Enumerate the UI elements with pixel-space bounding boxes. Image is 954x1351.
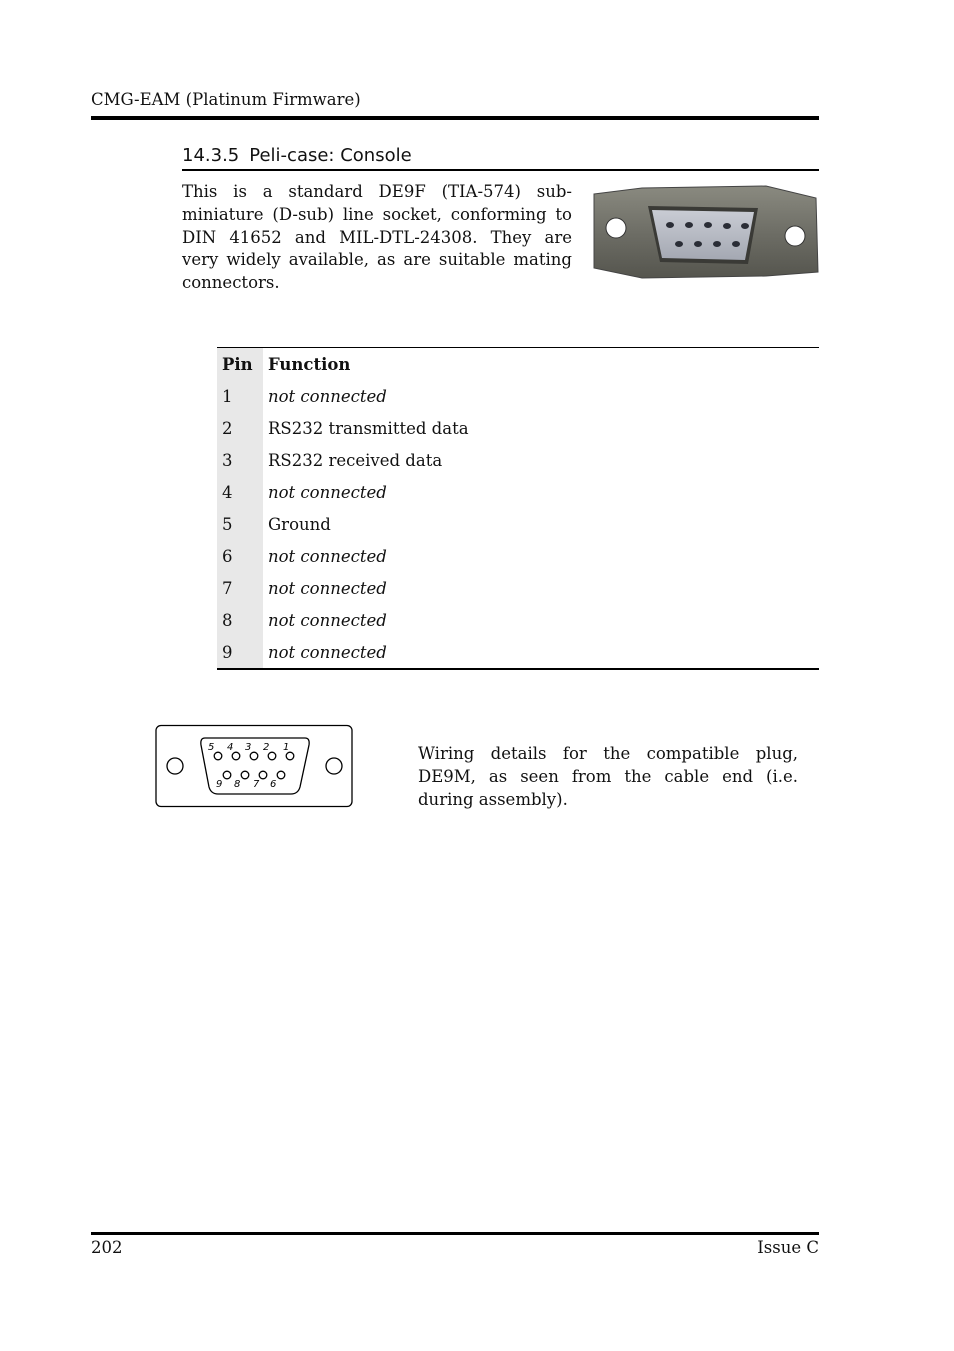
header-rule xyxy=(91,116,819,120)
pin-number: 4 xyxy=(217,476,263,508)
table-row xyxy=(217,572,819,604)
footer-rule xyxy=(91,1232,819,1235)
table-row xyxy=(217,380,819,412)
table-row xyxy=(217,476,819,508)
pin-number: 3 xyxy=(217,444,263,476)
table-row xyxy=(217,636,819,669)
pin-number: 8 xyxy=(217,604,263,636)
pin-label-9: 9 xyxy=(216,779,223,790)
table-header-row xyxy=(217,348,819,381)
document-title: CMG-EAM (Platinum Firmware) xyxy=(91,90,361,109)
issue-label: Issue C xyxy=(757,1238,819,1257)
pin-label-4: 4 xyxy=(227,742,234,753)
pin-label-3: 3 xyxy=(245,742,252,753)
pin-function: Ground xyxy=(268,514,331,534)
pin-label-2: 2 xyxy=(263,742,270,753)
pin-function: not connected xyxy=(268,642,387,662)
pin-column-header: Pin xyxy=(217,348,263,381)
heading-rule xyxy=(182,169,819,171)
pin-number: 9 xyxy=(217,636,263,669)
section-title: Peli-case: Console xyxy=(249,145,412,166)
table-row xyxy=(217,508,819,540)
pin-number: 7 xyxy=(217,572,263,604)
pin-label-1: 1 xyxy=(283,742,290,753)
pin-function: not connected xyxy=(268,482,387,502)
page-number: 202 xyxy=(91,1238,123,1257)
pin-function: not connected xyxy=(268,578,387,598)
pin-label-8: 8 xyxy=(234,779,241,790)
table-row xyxy=(217,540,819,572)
pin-function: not connected xyxy=(268,610,387,630)
pin-function: RS232 transmitted data xyxy=(268,418,469,438)
table-row xyxy=(217,412,819,444)
de9f-socket-photo xyxy=(590,180,820,280)
pin-label-6: 6 xyxy=(270,779,277,790)
pin-function: not connected xyxy=(268,386,387,406)
table-row xyxy=(217,444,819,476)
pin-function-table xyxy=(217,347,819,670)
section-heading xyxy=(182,145,412,166)
table-row xyxy=(217,604,819,636)
pin-number: 6 xyxy=(217,540,263,572)
pin-label-7: 7 xyxy=(253,779,260,790)
pin-function: not connected xyxy=(268,546,387,566)
pin-number: 2 xyxy=(217,412,263,444)
pin-number: 5 xyxy=(217,508,263,540)
pin-label-5: 5 xyxy=(208,742,215,753)
pin-number: 1 xyxy=(217,380,263,412)
intro-paragraph: This is a standard DE9F (TIA-574) sub-miniature (D-sub) line socket, conforming to DIN 41652 and MIL-DTL-24308. They are very widely available, as are suitable mating connectors. xyxy=(182,182,572,293)
de9m-plug-diagram xyxy=(155,724,355,810)
wiring-caption: Wiring details for the compatible plug, DE9M, as seen from the cable end (i.e. during assembly). xyxy=(418,744,798,809)
section-number: 14.3.5 xyxy=(182,145,240,166)
pin-function: RS232 received data xyxy=(268,450,443,470)
function-column-header: Function xyxy=(268,354,351,374)
